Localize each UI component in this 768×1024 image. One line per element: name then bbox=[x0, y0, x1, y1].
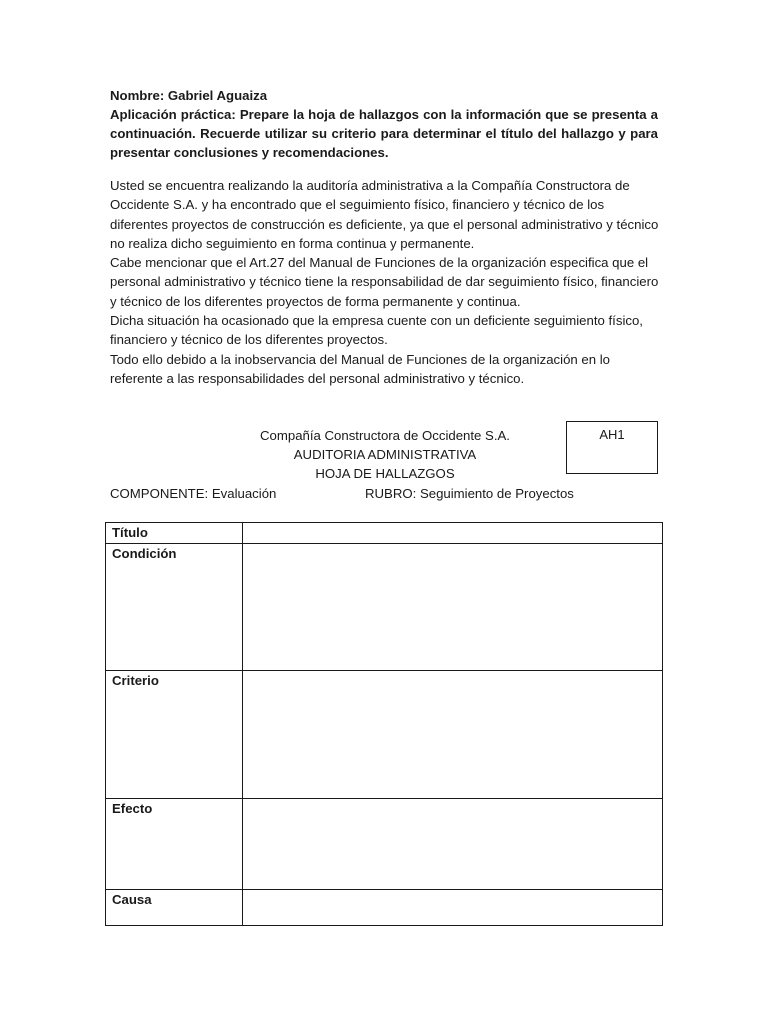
table-row bbox=[106, 523, 663, 544]
case-description bbox=[110, 176, 660, 388]
row-label-efecto: Efecto bbox=[106, 799, 243, 890]
row-label-causa: Causa bbox=[106, 890, 243, 926]
reference-box bbox=[566, 421, 658, 474]
component-label: COMPONENTE: Evaluación bbox=[110, 486, 277, 501]
case-paragraph: Dicha situación ha ocasionado que la empresa cuente con un deficiente seguimiento físico, financiero y técnico de los diferentes proyectos. bbox=[110, 313, 643, 348]
company-name: Compañía Constructora de Occidente S.A. bbox=[260, 428, 510, 443]
header-block bbox=[110, 86, 658, 162]
reference-code: AH1 bbox=[599, 427, 625, 442]
findings-table bbox=[105, 522, 663, 926]
row-value-condicion[interactable] bbox=[243, 544, 663, 671]
table-row bbox=[106, 671, 663, 799]
row-value-titulo[interactable] bbox=[243, 523, 663, 544]
row-label-titulo: Título bbox=[106, 523, 243, 544]
row-value-causa[interactable] bbox=[243, 890, 663, 926]
case-paragraph: Cabe mencionar que el Art.27 del Manual de Funciones de la organización especifica que el personal administrativo y técnico tiene la responsabilidad de dar seguimiento físico, financiero y técnico de los diferentes proyectos de forma permanente y continua. bbox=[110, 255, 659, 309]
case-paragraph: Usted se encuentra realizando la auditoría administrativa a la Compañía Constructora de Occidente S.A. y ha encontrado que el seguimiento físico, financiero y técnico de los diferentes proyectos de construcción es deficiente, ya que el personal administrativo y técnico no realiza dicho seguimiento en forma continua y permanente. bbox=[110, 178, 659, 251]
row-value-criterio[interactable] bbox=[243, 671, 663, 799]
case-paragraph: Todo ello debido a la inobservancia del Manual de Funciones de la organización en lo referente a las responsabilidades del personal administrativo y técnico. bbox=[110, 351, 610, 386]
row-label-criterio: Criterio bbox=[106, 671, 243, 799]
audit-type: AUDITORIA ADMINISTRATIVA bbox=[293, 447, 477, 462]
table-row bbox=[106, 799, 663, 890]
rubro-label: RUBRO: Seguimiento de Proyectos bbox=[365, 486, 574, 501]
row-label-condicion: Condición bbox=[106, 544, 243, 671]
instruction-text: Aplicación práctica: Prepare la hoja de hallazgos con la información que se presenta a continuación. Recuerde utilizar su criterio para determinar el título del hallazgo y para presentar conclusiones y recomendaciones. bbox=[110, 107, 658, 160]
sheet-title: HOJA DE HALLAZGOS bbox=[315, 466, 455, 481]
table-row bbox=[106, 544, 663, 671]
table-row bbox=[106, 890, 663, 926]
student-name: Nombre: Gabriel Aguaiza bbox=[110, 88, 268, 103]
row-value-efecto[interactable] bbox=[243, 799, 663, 890]
